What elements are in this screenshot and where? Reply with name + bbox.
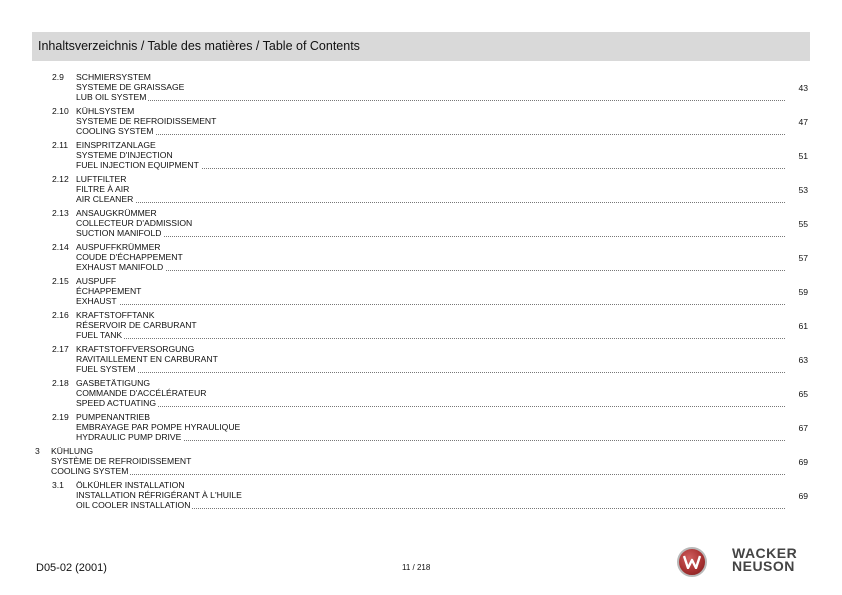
- toc-entry-title-en: COOLING SYSTEM: [76, 126, 154, 136]
- toc-entry-page: 53: [798, 185, 808, 195]
- toc-entry[interactable]: [0, 344, 842, 378]
- toc-entry-title-fr: FILTRE À AIR: [76, 184, 130, 194]
- dot-leader: [51, 474, 785, 475]
- dot-leader: [76, 372, 785, 373]
- toc-entry-title-de: KÜHLSYSTEM: [76, 106, 135, 116]
- toc-entry-title-fr: SYSTEME DE GRAISSAGE: [76, 82, 185, 92]
- toc-entry-page: 59: [798, 287, 808, 297]
- toc-entry-title-de: GASBETÄTIGUNG: [76, 378, 151, 388]
- logo-line-1: WACKER: [732, 545, 798, 561]
- toc-entry-page: 55: [798, 219, 808, 229]
- dot-leader: [76, 202, 785, 203]
- toc-entry-page: 51: [798, 151, 808, 161]
- toc-entry-number: 2.15: [52, 276, 69, 286]
- toc-entry-title-en: SUCTION MANIFOLD: [76, 228, 162, 238]
- toc-entry-title-de: KRAFTSTOFFVERSORGUNG: [76, 344, 195, 354]
- toc-entry-page: 65: [798, 389, 808, 399]
- dot-leader: [76, 270, 785, 271]
- toc-entry-title-fr: RÉSERVOIR DE CARBURANT: [76, 320, 197, 330]
- toc-entry[interactable]: [0, 378, 842, 412]
- toc-entry-title-en: COOLING SYSTEM: [51, 466, 129, 476]
- logo-line-2: NEUSON: [732, 558, 795, 574]
- toc-entry[interactable]: [0, 140, 842, 174]
- toc-entry-title-de: EINSPRITZANLAGE: [76, 140, 156, 150]
- toc-entry-title-en: FUEL TANK: [76, 330, 123, 340]
- toc-entry-title-en: FUEL INJECTION EQUIPMENT: [76, 160, 199, 170]
- toc-entry-title-de: ÖLKÜHLER INSTALLATION: [76, 480, 185, 490]
- dot-leader: [76, 100, 785, 101]
- toc-entry-number: 2.14: [52, 242, 69, 252]
- toc-entry-number: 2.16: [52, 310, 69, 320]
- toc-entry-title-fr: INSTALLATION RÉFRIGÉRANT À L'HUILE: [76, 490, 242, 500]
- toc-entry-number: 3: [35, 446, 40, 456]
- toc-entry[interactable]: [0, 72, 842, 106]
- toc-entry-title-en: FUEL SYSTEM: [76, 364, 136, 374]
- logo-wordmark: [732, 547, 797, 573]
- toc-entry-number: 2.11: [52, 140, 69, 150]
- toc-entry-title-en: EXHAUST: [76, 296, 117, 306]
- toc-entry-number: 2.9: [52, 72, 64, 82]
- dot-leader: [76, 236, 785, 237]
- toc-entry-title-de: AUSPUFFKRÜMMER: [76, 242, 161, 252]
- dot-leader: [76, 134, 785, 135]
- dot-leader: [76, 338, 785, 339]
- toc-entry[interactable]: [0, 208, 842, 242]
- toc-entry-number: 3.1: [52, 480, 64, 490]
- toc-entry-title-en: SPEED ACTUATING: [76, 398, 157, 408]
- toc-entry[interactable]: [0, 276, 842, 310]
- toc-entry-title-en: EXHAUST MANIFOLD: [76, 262, 164, 272]
- toc-entry[interactable]: [0, 106, 842, 140]
- toc-entry-title-de: SCHMIERSYSTEM: [76, 72, 151, 82]
- toc-entry-title-en: OIL COOLER INSTALLATION: [76, 500, 191, 510]
- dot-leader: [76, 304, 785, 305]
- toc-entry-number: 2.10: [52, 106, 69, 116]
- wacker-neuson-logo: [677, 545, 807, 577]
- toc-entry-title-fr: COLLECTEUR D'ADMISSION: [76, 218, 193, 228]
- toc-entry[interactable]: [0, 412, 842, 446]
- toc-entry-title-en: HYDRAULIC PUMP DRIVE: [76, 432, 182, 442]
- toc-entry-title-de: LUFTFILTER: [76, 174, 127, 184]
- toc-entry-number: 2.19: [52, 412, 69, 422]
- toc-entry-page: 47: [798, 117, 808, 127]
- toc-entry-page: 63: [798, 355, 808, 365]
- toc-entry-title-fr: EMBRAYAGE PAR POMPE HYRAULIQUE: [76, 422, 241, 432]
- toc-entry-number: 2.18: [52, 378, 69, 388]
- toc-entry-number: 2.12: [52, 174, 69, 184]
- toc-entry[interactable]: [0, 174, 842, 208]
- toc-entry-title-fr: RAVITAILLEMENT EN CARBURANT: [76, 354, 218, 364]
- toc-entry[interactable]: [0, 310, 842, 344]
- toc-entry-title-fr: COUDE D'ÉCHAPPEMENT: [76, 252, 183, 262]
- toc-entry-title-en: LUB OIL SYSTEM: [76, 92, 147, 102]
- toc-entry-title-de: KRAFTSTOFFTANK: [76, 310, 155, 320]
- toc-entry-title-de: KÜHLUNG: [51, 446, 94, 456]
- toc-entry-title-fr: SYSTÈME DE REFROIDISSEMENT: [51, 456, 192, 466]
- toc-entry-title-fr: ÉCHAPPEMENT: [76, 286, 142, 296]
- page-indicator: 11 / 218: [402, 563, 431, 572]
- toc-entry[interactable]: [0, 480, 842, 514]
- toc-entry-number: 2.13: [52, 208, 69, 218]
- toc-entry-page: 69: [798, 491, 808, 501]
- wacker-neuson-w-icon: [677, 547, 707, 577]
- toc-entry-page: 67: [798, 423, 808, 433]
- document-code: D05-02 (2001): [36, 562, 107, 574]
- toc-header-bar: [32, 32, 810, 61]
- toc-entry-title-de: PUMPENANTRIEB: [76, 412, 151, 422]
- toc-entry-page: 61: [798, 321, 808, 331]
- toc-entry-title-fr: COMMANDE D'ACCÉLÉRATEUR: [76, 388, 207, 398]
- toc-entry[interactable]: [0, 242, 842, 276]
- dot-leader: [76, 406, 785, 407]
- toc-entry-title-de: AUSPUFF: [76, 276, 117, 286]
- page-title: Inhaltsverzeichnis / Table des matières / Table of Contents: [38, 39, 360, 53]
- toc-entry-page: 57: [798, 253, 808, 263]
- toc-entry[interactable]: [0, 446, 842, 480]
- toc-entry-title-fr: SYSTEME D'INJECTION: [76, 150, 173, 160]
- toc-entry-number: 2.17: [52, 344, 69, 354]
- toc-entry-page: 69: [798, 457, 808, 467]
- toc-entry-title-en: AIR CLEANER: [76, 194, 134, 204]
- toc-entry-title-fr: SYSTEME DE REFROIDISSEMENT: [76, 116, 217, 126]
- toc-entry-page: 43: [798, 83, 808, 93]
- toc-entry-title-de: ANSAUGKRÜMMER: [76, 208, 157, 218]
